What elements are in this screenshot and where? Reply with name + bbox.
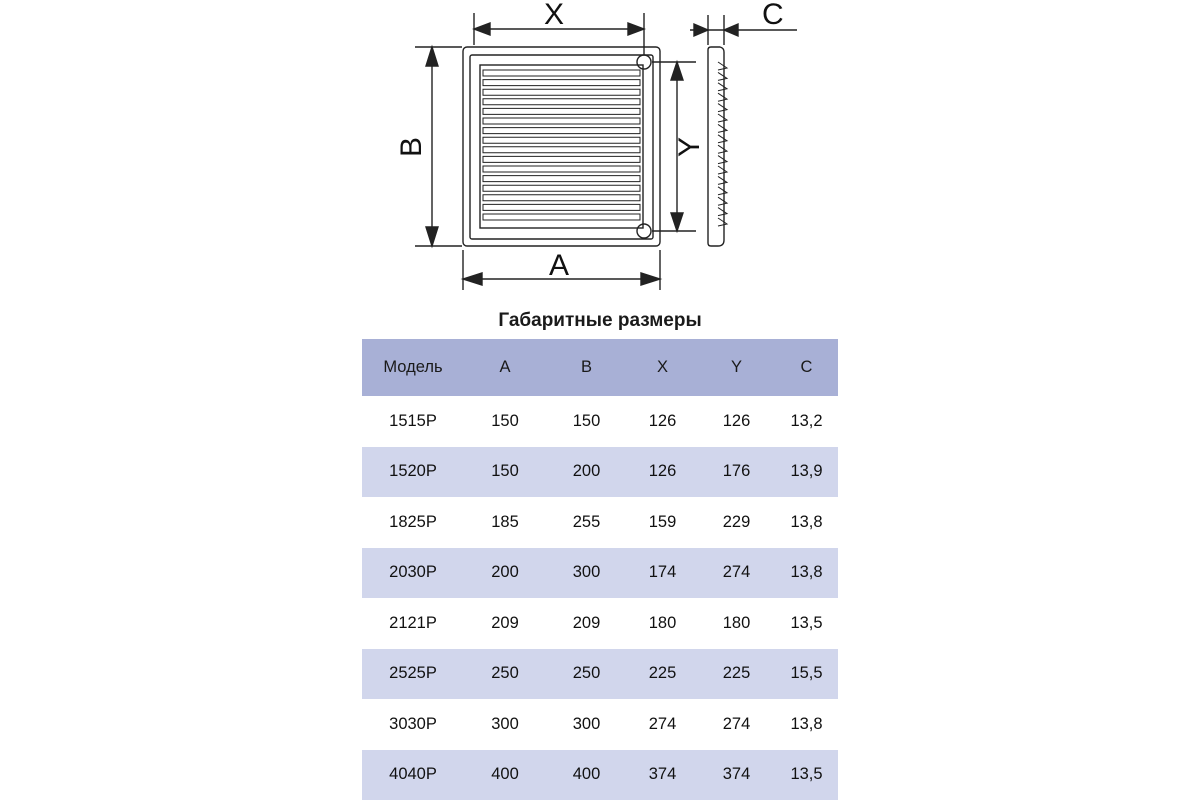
louver-slat	[483, 118, 640, 124]
table-cell: 126	[722, 411, 751, 430]
profile-fin	[718, 114, 727, 122]
profile-fin	[718, 218, 727, 226]
table-cell: 274	[648, 714, 677, 733]
table-cell: 180	[648, 613, 677, 632]
table-title: Габаритные размеры	[498, 310, 702, 331]
table-cell: 174	[627, 548, 698, 599]
profile-fin	[718, 72, 727, 80]
profile-fin	[718, 187, 727, 195]
table-cell: 176	[698, 447, 775, 498]
louver-slat	[483, 195, 640, 201]
table-cell: 300	[491, 714, 519, 733]
louver-slat	[483, 137, 640, 143]
table-cell: 300	[546, 548, 627, 599]
table-cell: 2121P	[389, 613, 437, 632]
table-cell: 2525P	[362, 649, 464, 700]
louver-slat	[483, 156, 640, 162]
table-cell: 374	[627, 750, 698, 800]
table-cell: 185	[491, 512, 519, 531]
grille-drawing	[0, 0, 1200, 300]
table-cell: 13,5	[790, 613, 823, 632]
table-cell: 250	[464, 649, 546, 700]
dimensions-table	[362, 339, 838, 800]
table-cell: 126	[627, 447, 698, 498]
table-row	[362, 447, 838, 498]
dimension-x-label: X	[544, 0, 565, 31]
louver-slat	[483, 204, 640, 210]
grille-side-profile	[708, 47, 724, 246]
table-cell: 13,8	[790, 512, 823, 531]
profile-fin	[718, 156, 727, 164]
table-cell: 209	[491, 613, 519, 632]
table-row	[362, 750, 838, 800]
table-cell: 400	[546, 750, 627, 800]
profile-fin	[718, 197, 727, 205]
louver-slat	[483, 147, 640, 153]
table-cell: 15,5	[775, 649, 838, 700]
table-cell: 1515P	[389, 411, 437, 430]
table-cell: 374	[698, 750, 775, 800]
table-cell: 300	[572, 714, 601, 733]
table-cell: 250	[546, 649, 627, 700]
dimension-b-label: B	[395, 136, 429, 158]
grille-louvers	[483, 70, 640, 220]
table-cell: 200	[546, 447, 627, 498]
table-cell: 2030P	[362, 548, 464, 599]
header-b: B	[546, 339, 627, 396]
table-cell: 150	[572, 411, 601, 430]
louver-slat	[483, 214, 640, 220]
table-cell: 255	[572, 512, 601, 531]
louver-slat	[483, 176, 640, 182]
table-cell: 126	[648, 411, 677, 430]
table-cell: 209	[572, 613, 601, 632]
table-cell: 229	[722, 512, 751, 531]
dimension-c-label: C	[762, 0, 784, 31]
header-a: A	[464, 339, 546, 396]
table-row	[362, 699, 838, 750]
dimension-a-label: A	[549, 249, 570, 282]
table-cell: 13,9	[775, 447, 838, 498]
table-cell: 3030P	[389, 714, 437, 733]
table-cell: 13,2	[790, 411, 823, 430]
table-row	[362, 497, 838, 548]
table-cell: 4040P	[362, 750, 464, 800]
louver-slat	[483, 99, 640, 105]
table-cell: 180	[722, 613, 751, 632]
dimension-y-label: Y	[673, 136, 707, 158]
louver-slat	[483, 108, 640, 114]
table-cell: 13,8	[790, 714, 823, 733]
table-cell: 13,5	[775, 750, 838, 800]
table-cell: 1520P	[362, 447, 464, 498]
profile-fin	[718, 104, 727, 112]
table-row	[362, 649, 838, 700]
profile-fin	[718, 135, 727, 143]
screw-hole-bottom	[637, 224, 651, 238]
table-cell: 200	[464, 548, 546, 599]
louver-slat	[483, 166, 640, 172]
table-cell: 225	[627, 649, 698, 700]
table-cell: 150	[464, 447, 546, 498]
header-model: Модель	[362, 339, 464, 396]
table-cell: 13,8	[775, 548, 838, 599]
louver-slat	[483, 80, 640, 86]
table-cell: 274	[698, 548, 775, 599]
profile-fin	[718, 166, 727, 174]
profile-fin	[718, 124, 727, 132]
grille-side-fins	[718, 62, 727, 226]
table-row	[362, 548, 838, 599]
louver-slat	[483, 128, 640, 134]
table-cell: 225	[698, 649, 775, 700]
louver-slat	[483, 185, 640, 191]
table-cell: 159	[648, 512, 677, 531]
header-y: Y	[698, 339, 775, 396]
screw-hole-top	[637, 55, 651, 69]
table-cell: 274	[722, 714, 751, 733]
header-x: X	[627, 339, 698, 396]
table-header-row	[362, 339, 838, 396]
profile-fin	[718, 93, 727, 101]
header-c: C	[775, 339, 838, 396]
profile-fin	[718, 208, 727, 216]
table-cell: 150	[491, 411, 519, 430]
profile-fin	[718, 176, 727, 184]
table-row	[362, 396, 838, 447]
profile-fin	[718, 83, 727, 91]
louver-slat	[483, 89, 640, 95]
table-row	[362, 598, 838, 649]
profile-fin	[718, 145, 727, 153]
table-cell: 400	[464, 750, 546, 800]
louver-slat	[483, 70, 640, 76]
profile-fin	[718, 62, 727, 70]
table-cell: 1825P	[389, 512, 437, 531]
